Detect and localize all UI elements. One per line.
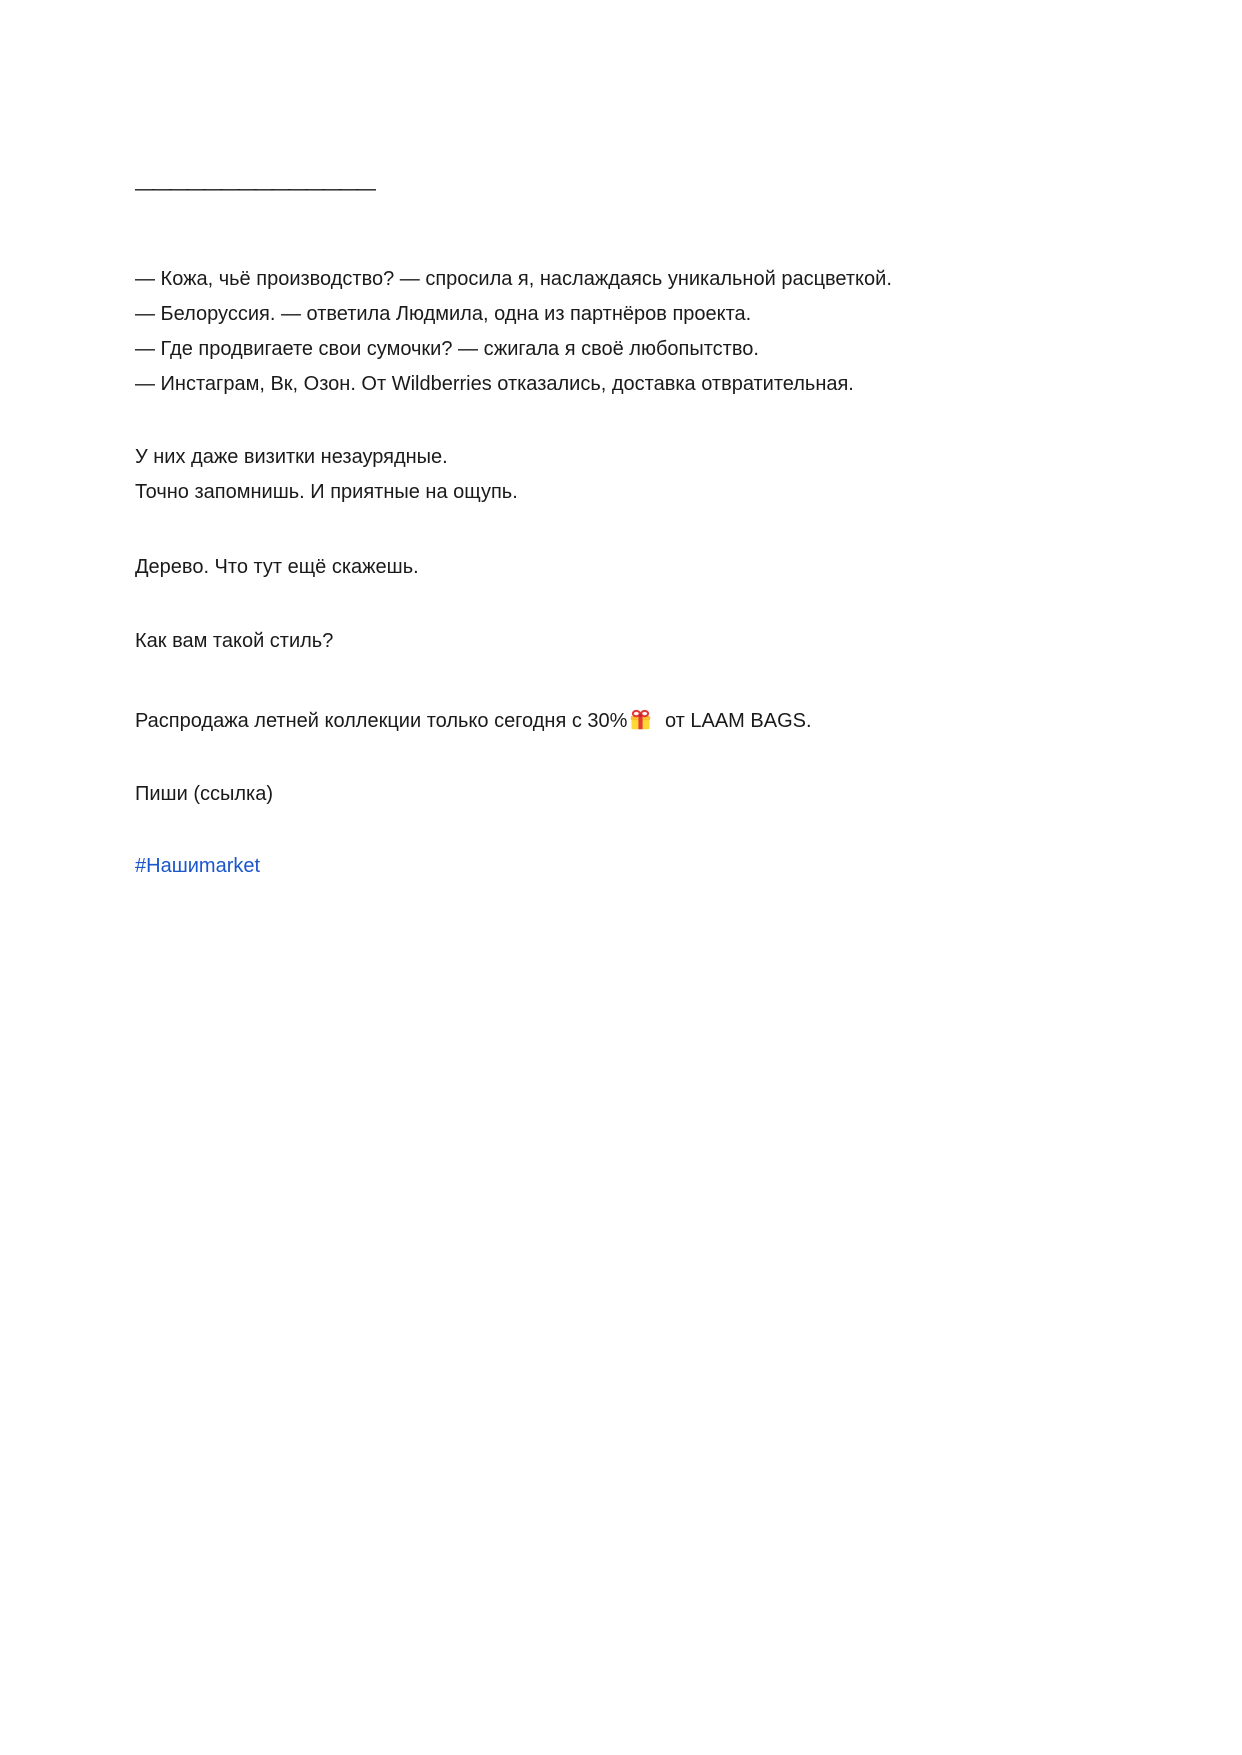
wood-line: Дерево. Что тут ещё скажешь. bbox=[135, 556, 419, 578]
separator-line: —————————————— bbox=[135, 178, 373, 200]
dialog-line-1: — Кожа, чьё производство? — спросила я, наслаждаясь уникальной расцветкой. bbox=[135, 268, 892, 290]
hashtag-link[interactable]: #Нашиmarket bbox=[135, 855, 261, 877]
dialog-line-4: — Инстаграм, Вк, Озон. От Wildberries отказались, доставка отвратительная. bbox=[135, 373, 854, 395]
dialog-line-3: — Где продвигаете свои сумочки? — сжигала я своё любопытство. bbox=[135, 338, 759, 360]
cards-line-1: У них даже визитки незаурядные. bbox=[135, 446, 448, 468]
sale-text-before: Распродажа летней коллекции только сегодня с 30% bbox=[135, 710, 628, 732]
sale-line bbox=[135, 704, 1122, 739]
hashtag-paragraph bbox=[135, 849, 1122, 884]
dialog-line-2: — Белоруссия. — ответила Людмила, одна из партнёров проекта. bbox=[135, 303, 752, 325]
style-question: Как вам такой стиль? bbox=[135, 630, 334, 652]
cta-line: Пиши (ссылка) bbox=[135, 783, 273, 805]
sale-text-after: от LAAM BAGS. bbox=[659, 710, 812, 732]
cards-line-2: Точно запомнишь. И приятные на ощупь. bbox=[135, 481, 518, 503]
gift-emoji-icon bbox=[628, 707, 653, 732]
